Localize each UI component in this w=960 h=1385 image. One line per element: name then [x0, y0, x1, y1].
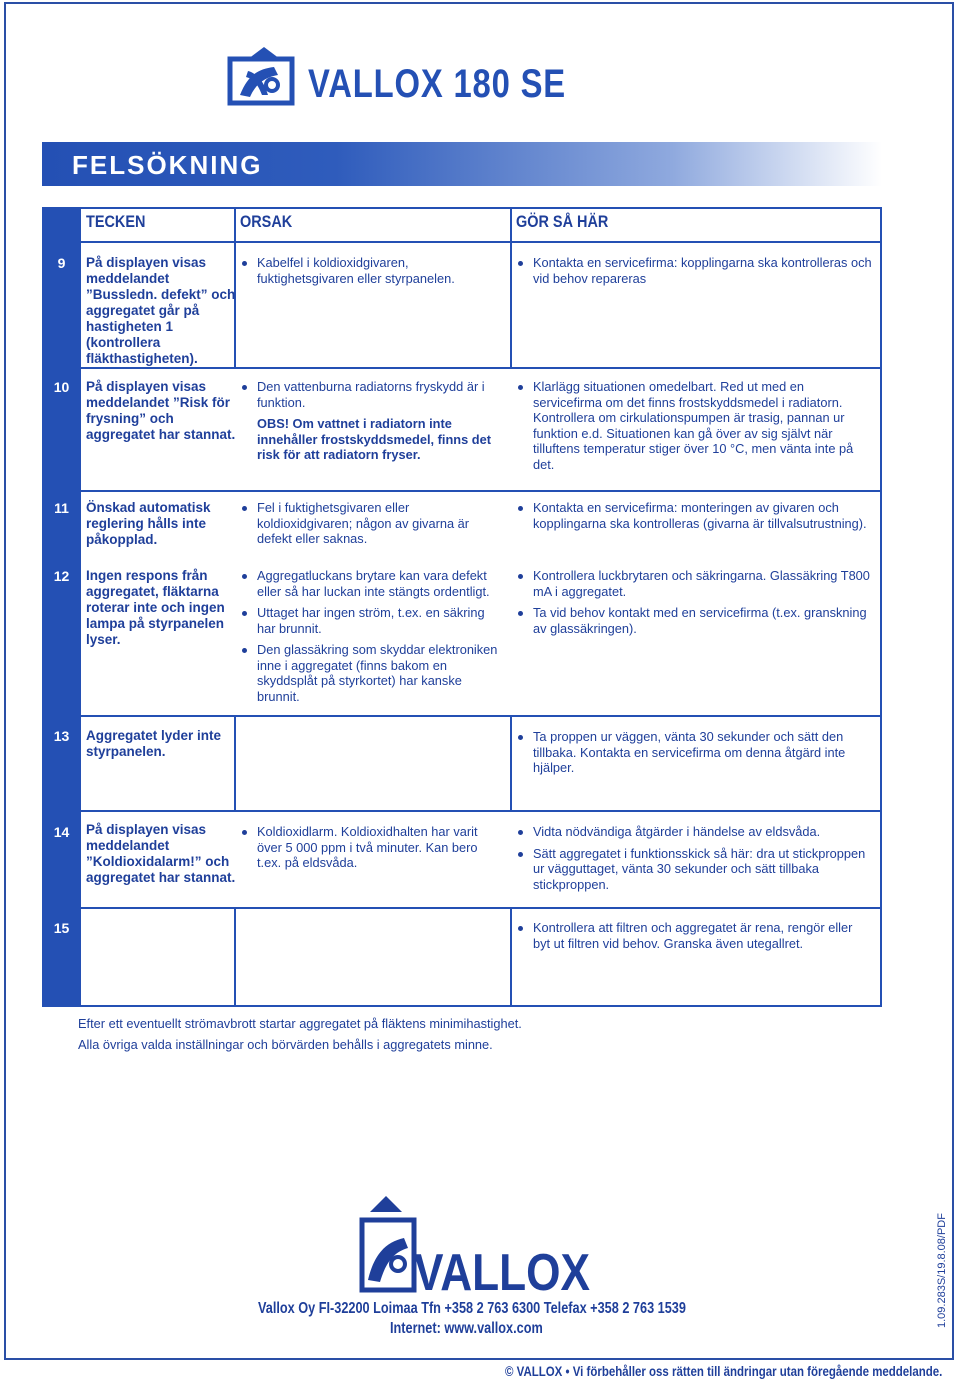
cause-item: Koldioxidlarm. Koldioxidhalten har varit över 5 000 ppm i två minuter. Kan bero t.ex. på eldsvåda. [240, 824, 502, 871]
product-title: VALLOX 180 SE [308, 62, 566, 106]
row-divider [81, 810, 882, 812]
row-number: 13 [53, 728, 70, 744]
footnote-line: Efter ett eventuellt strömavbrott startar aggregatet på fläktens minimihastighet. [78, 1016, 522, 1031]
column-header-action: GÖR SÅ HÄR [516, 212, 609, 231]
column-divider [510, 715, 512, 810]
cause-item: Fel i fuktighetsgivaren eller koldioxidgivaren; någon av givarna är defekt eller saknas. [240, 500, 498, 547]
row-sign: Önskad automatisk reglering hålls inte påkopplad. [86, 500, 211, 547]
action-item: Klarlägg situationen omedelbart. Red ut med en servicefirma om det finns frostskyddsmedel i radiatorn. Kontrollera om cirkulationspumpen är trasig, pannan ur funktion e.d. Situationen kan gå över av sig självt när tilluftens temperatur stiger över 10 °C, men vänta inte på det. [516, 379, 872, 472]
cause-text: Den vattenburna radiatorns fryskydd är i funktion. [257, 379, 485, 410]
cause-item: Aggregatluckans brytare kan vara defekt eller så har luckan inte stängts ordentligt. [240, 568, 504, 599]
row-action [516, 255, 872, 292]
cause-warning: OBS! Om vattnet i radiatorn inte innehåller frostskyddsmedel, finns det risk för att radiatorn fryser. [257, 416, 491, 462]
row-divider [81, 715, 882, 717]
action-item: Kontakta en servicefirma: monteringen av givaren och kopplingarna ska kontrolleras (givarna är tillvalsutrustning). [516, 500, 872, 531]
column-header-sign: TECKEN [86, 212, 146, 231]
cause-item [240, 379, 498, 463]
row-action [516, 568, 872, 642]
company-address: Vallox Oy FI-32200 Loimaa Tfn +358 2 763 6300 Telefax +358 2 763 1539 [258, 1300, 686, 1317]
vallox-brand-logo [356, 1192, 596, 1301]
row-cause [240, 500, 498, 553]
row-sign: På displayen visas meddelandet ”Koldioxidalarm!” och aggregatet har stannat. [86, 822, 236, 885]
row-action [516, 824, 872, 898]
row-cause [240, 824, 502, 877]
footnote-line: Alla övriga valda inställningar och börvärden behålls i aggregatets minne. [78, 1037, 493, 1052]
section-title: FELSÖKNING [72, 150, 263, 180]
column-divider [510, 907, 512, 1007]
row-sign: På displayen visas meddelandet ”Risk för frysning” och aggregatet har stannat. [86, 379, 236, 442]
action-item: Kontakta en servicefirma: kopplingarna ska kontrolleras och vid behov repareras [516, 255, 872, 286]
column-divider [234, 907, 236, 1007]
row-sign: På displayen visas meddelandet ”Bussledn. defekt” och aggregatet går på hastigheten 1 (kontrollera fläkthastigheten). [86, 255, 236, 366]
row-divider [81, 490, 882, 492]
row-action [516, 500, 872, 537]
row-number: 12 [53, 568, 70, 584]
row-number-column [42, 207, 81, 1007]
row-cause [240, 255, 498, 292]
copyright-notice: © VALLOX • Vi förbehåller oss rätten till ändringar utan föregående meddelande. [505, 1364, 943, 1379]
cause-item: Kabelfel i koldioxidgivaren, fuktighetsgivaren eller styrpanelen. [240, 255, 498, 286]
row-divider [81, 367, 882, 369]
row-cause [240, 379, 498, 469]
column-header-cause: ORSAK [240, 212, 293, 231]
vallox-house-logo-icon [228, 45, 296, 112]
row-action [516, 920, 872, 957]
document-code: 1.09.283S/19.8.08/PDF [936, 1213, 948, 1328]
action-item: Kontrollera luckbrytaren och säkringarna. Glassäkring T800 mA i aggregatet. [516, 568, 872, 599]
row-divider [81, 907, 882, 909]
column-divider [510, 207, 512, 367]
row-cause [240, 568, 504, 710]
header-divider [81, 241, 882, 243]
row-action [516, 729, 872, 782]
row-number: 10 [53, 379, 70, 395]
company-website: Internet: www.vallox.com [390, 1320, 543, 1337]
footnotes [78, 1013, 522, 1055]
action-item: Ta vid behov kontakt med en servicefirma (t.ex. granskning av glassäkringen). [516, 605, 872, 636]
action-item: Vidta nödvändiga åtgärder i händelse av eldsvåda. [516, 824, 872, 840]
cause-item: Den glassäkring som skyddar elektroniken inne i aggregatet (finns bakom en skyddsplåt på styrkortet) har kanske brunnit. [240, 642, 504, 704]
row-action [516, 379, 872, 478]
row-number: 15 [53, 920, 70, 936]
cause-item: Uttaget har ingen ström, t.ex. en säkring har brunnit. [240, 605, 504, 636]
action-item: Kontrollera att filtren och aggregatet är rena, rengör eller byt ut filtren vid behov. Granska även utegallret. [516, 920, 872, 951]
action-item: Sätt aggregatet i funktionsskick så här: dra ut stickproppen ur vägguttaget, vänta 30 sekunder och sätt tillbaka stickproppen. [516, 846, 872, 893]
brand-name: VALLOX [414, 1244, 591, 1302]
action-item: Ta proppen ur väggen, vänta 30 sekunder och sätt den tillbaka. Kontakta en servicefirma om denna åtgärd inte hjälper. [516, 729, 872, 776]
row-number: 11 [54, 500, 69, 516]
row-number: 9 [57, 255, 66, 271]
row-sign: Ingen respons från aggregatet, fläktarna roterar inte och ingen lampa på styrpanelen lyser. [86, 568, 225, 647]
row-number: 14 [53, 824, 70, 840]
row-sign: Aggregatet lyder inte styrpanelen. [86, 728, 222, 759]
